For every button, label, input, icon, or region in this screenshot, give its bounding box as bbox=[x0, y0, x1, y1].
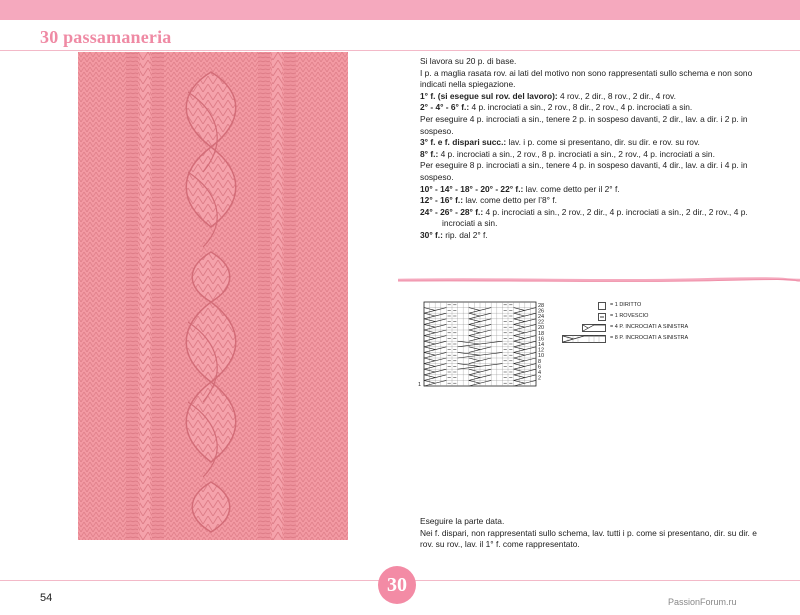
pattern-number-badge: 30 bbox=[378, 566, 416, 604]
legend-item: = 8 P. INCROCIATI A SINISTRA bbox=[562, 333, 762, 344]
instruction-line: Per eseguire 8 p. incrociati a sin., tenere 4 p. in sospeso davanti, 4 dir., lav. a dir. i 4 p. in sospeso. bbox=[420, 160, 748, 182]
chart-row-label: 8 bbox=[538, 358, 542, 365]
footnote-line: Eseguire la parte data. bbox=[420, 516, 505, 526]
chart-row-label: 10 bbox=[538, 353, 545, 360]
legend-item: = 1 DIRITTO bbox=[562, 300, 762, 311]
knitted-swatch-photo bbox=[78, 52, 348, 540]
chart-row-label: 16 bbox=[538, 336, 545, 343]
chart-row-label: 22 bbox=[538, 319, 545, 326]
empty-square-icon bbox=[598, 302, 606, 310]
instruction-line: 10° - 14° - 18° - 20° - 22° f.: lav. come detto per il 2° f. bbox=[420, 183, 620, 194]
knitting-chart bbox=[418, 300, 550, 390]
chart-row-label: 26 bbox=[538, 308, 545, 315]
instruction-line: 8° f.: 4 p. incrociati a sin., 2 rov., 8 p. incrociati a sin., 2 rov., 4 p. incrociati a sin. bbox=[420, 148, 715, 159]
instruction-line: Per eseguire 4 p. incrociati a sin., tenere 2 p. in sospeso davanti, 2 dir., lav. a dir. i 2 p. in sospeso. bbox=[420, 113, 748, 136]
page-title: 30 passamaneria bbox=[40, 27, 172, 47]
chart-row-label: 6 bbox=[538, 364, 542, 371]
chart-first-row-label: 1 bbox=[418, 382, 422, 388]
instruction-line: 3° f. e f. dispari succ.: lav. i p. come si presentano, dir. su dir. e rov. su rov. bbox=[420, 137, 700, 148]
footnote-line: Nei f. dispari, non rappresentati sullo schema, lav. tutti i p. come si presentano, dir. su dir. e rov. su rov., lav. il 1° f. come rappresentato. bbox=[420, 527, 757, 550]
chart-row-label: 14 bbox=[538, 341, 545, 348]
instruction-line: 12° - 16° f.: lav. come detto per l’8° f. bbox=[420, 195, 557, 206]
chart-row-label: 4 bbox=[538, 369, 542, 376]
instruction-line: 2° - 4° - 6° f.: 4 p. incrociati a sin., 2 rov., 8 dir., 2 rov., 4 p. incrociati a sin. bbox=[420, 102, 693, 113]
chart-row-label: 12 bbox=[538, 347, 545, 354]
dash-square-icon bbox=[598, 313, 606, 321]
watermark: PassionForum.ru bbox=[668, 597, 737, 607]
instruction-line: 24° - 26° - 28° f.: 4 p. incrociati a sin., 2 rov., 2 dir., 4 p. incrociati a sin., 2 dir., 2 rov., 4 p. incrociati a sin. bbox=[420, 206, 748, 229]
instruction-line: Si lavora su 20 p. di base. bbox=[420, 56, 517, 66]
yarn-divider bbox=[398, 276, 800, 284]
top-color-bar bbox=[0, 0, 800, 20]
instructions-text bbox=[420, 56, 772, 242]
legend-item: = 4 P. INCROCIATI A SINISTRA bbox=[562, 322, 762, 333]
swatch-illustration bbox=[78, 52, 348, 540]
chart-legend bbox=[562, 300, 762, 344]
page-number: 54 bbox=[40, 592, 53, 604]
chart-row-label: 28 bbox=[538, 302, 545, 309]
instruction-line: 30° f.: rip. dal 2° f. bbox=[420, 229, 488, 240]
instruction-line: 1° f. (si esegue sul rov. del lavoro): 4 rov., 2 dir., 8 rov., 2 dir., 4 rov. bbox=[420, 90, 676, 101]
footnote-text bbox=[420, 516, 772, 551]
legend-item: = 1 ROVESCIO bbox=[562, 311, 762, 322]
cross-4-icon bbox=[582, 324, 606, 332]
chart-row-label: 2 bbox=[538, 375, 542, 382]
instruction-line: I p. a maglia rasata rov. ai lati del motivo non sono rappresentati sullo schema e non sono indicati nella spiegazione. bbox=[420, 67, 753, 90]
chart-row-label: 20 bbox=[538, 325, 545, 332]
chart-row-label: 24 bbox=[538, 313, 545, 320]
cross-8-icon bbox=[562, 335, 606, 343]
chart-row-label: 18 bbox=[538, 330, 545, 337]
title-rule bbox=[0, 50, 800, 51]
